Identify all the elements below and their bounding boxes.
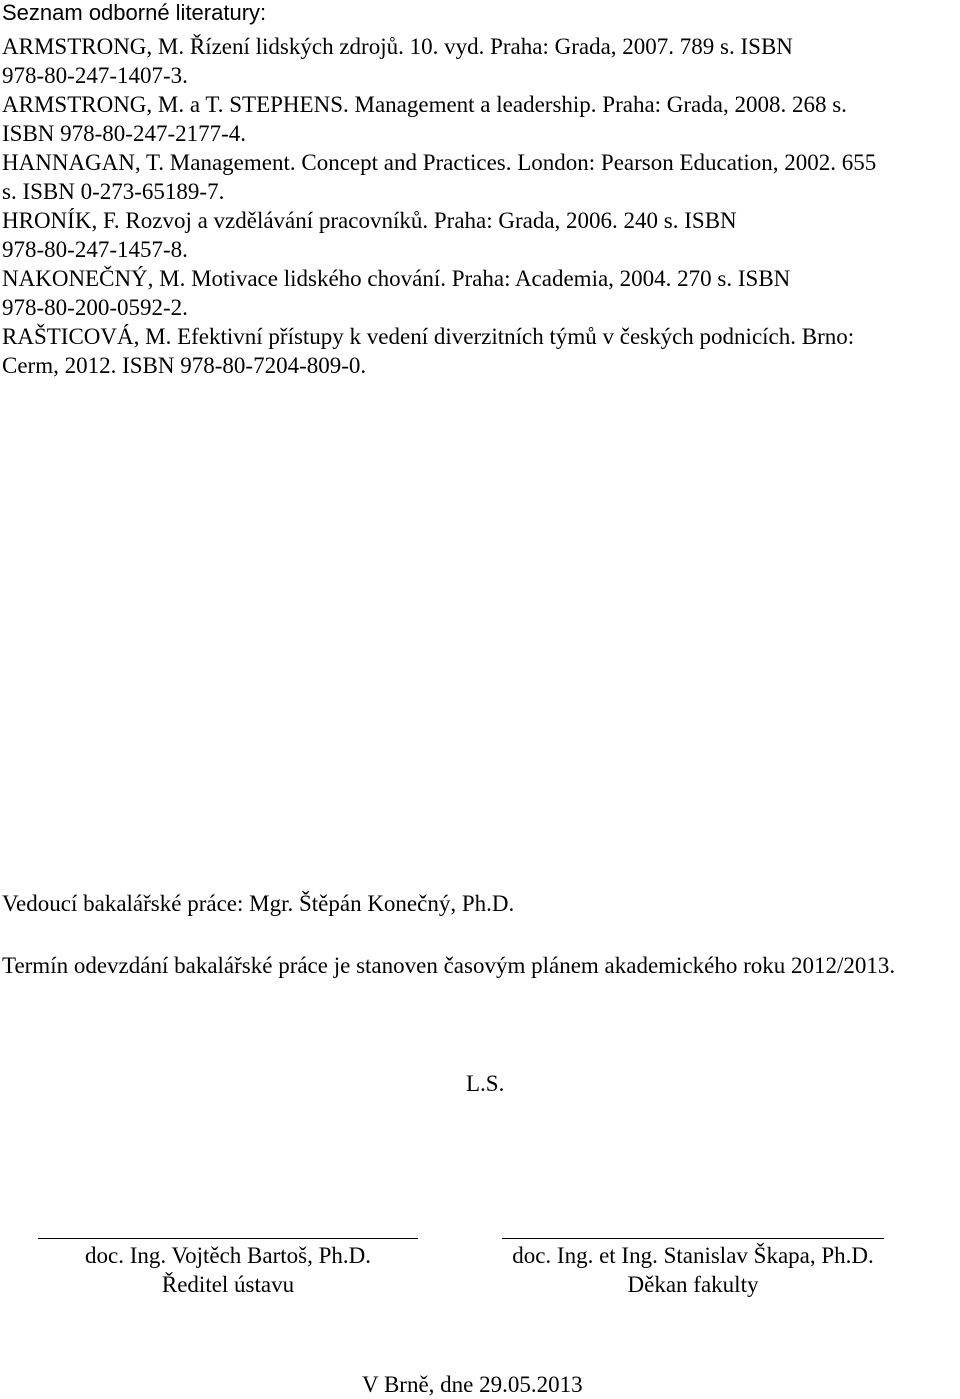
reference-line: Cerm, 2012. ISBN 978-80-7204-809-0. [2, 353, 367, 378]
stamp-placeholder: L.S. [466, 1071, 505, 1096]
reference-line: 978-80-247-1407-3. [2, 63, 188, 88]
reference-item [2, 148, 952, 206]
reference-item [2, 206, 952, 264]
reference-line: s. ISBN 0-273-65189-7. [2, 179, 225, 204]
bibliography-heading: Seznam odborné literatury: [2, 0, 267, 25]
signatory-role: Ředitel ústavu [161, 1272, 295, 1297]
reference-line: RAŠTICOVÁ, M. Efektivní přístupy k vedení diverzitních týmů v českých podnicích. Brno: [2, 324, 855, 349]
reference-line: ISBN 978-80-247-2177-4. [2, 121, 247, 146]
signatory-name: doc. Ing. et Ing. Stanislav Škapa, Ph.D. [512, 1243, 874, 1268]
signature-block-director [38, 1238, 418, 1299]
reference-line: ARMSTRONG, M. Řízení lidských zdrojů. 10. vyd. Praha: Grada, 2007. 789 s. ISBN [2, 34, 793, 59]
signature-line [502, 1238, 884, 1239]
reference-item [2, 322, 952, 380]
reference-line: HRONÍK, F. Rozvoj a vzdělávání pracovníků. Praha: Grada, 2006. 240 s. ISBN [2, 208, 737, 233]
reference-line: 978-80-200-0592-2. [2, 295, 188, 320]
reference-list [2, 32, 952, 380]
reference-line: 978-80-247-1457-8. [2, 237, 188, 262]
place-and-date: V Brně, dne 29.05.2013 [362, 1372, 583, 1397]
reference-item [2, 32, 952, 90]
signatory-name: doc. Ing. Vojtěch Bartoš, Ph.D. [85, 1243, 371, 1268]
reference-line: NAKONEČNÝ, M. Motivace lidského chování. Praha: Academia, 2004. 270 s. ISBN [2, 266, 791, 291]
reference-item [2, 90, 952, 148]
reference-line: ARMSTRONG, M. a T. STEPHENS. Management a leadership. Praha: Grada, 2008. 268 s. [2, 92, 847, 117]
supervisor-line: Vedoucí bakalářské práce: Mgr. Štěpán Konečný, Ph.D. [2, 891, 515, 916]
signature-block-dean [502, 1238, 884, 1299]
signature-line [38, 1238, 418, 1239]
reference-line: HANNAGAN, T. Management. Concept and Practices. London: Pearson Education, 2002. 655 [2, 150, 877, 175]
deadline-statement: Termín odevzdání bakalářské práce je stanoven časovým plánem akademického roku 2012/2013. [2, 953, 896, 978]
signatory-role: Děkan fakulty [627, 1272, 759, 1297]
reference-item [2, 264, 952, 322]
